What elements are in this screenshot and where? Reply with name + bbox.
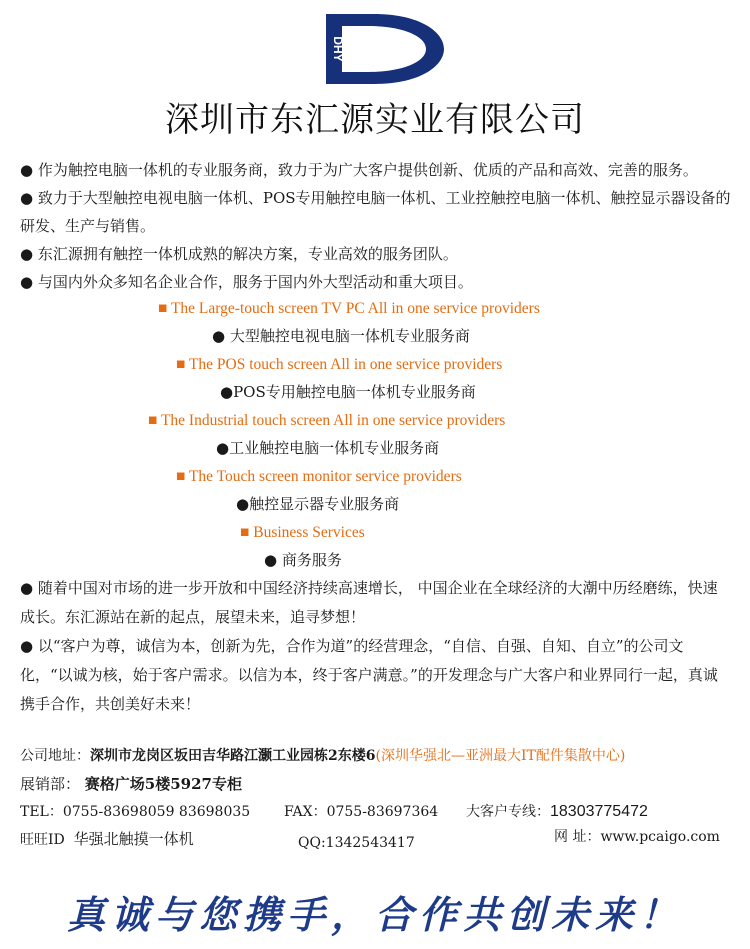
address-value: 深圳市龙岗区坂田吉华路江灏工业园栋2东楼6 [90,748,376,764]
showroom-value: 赛格广场5楼5927专柜 [84,775,242,793]
services-list [0,294,750,574]
company-title: 深圳市东汇源实业有限公司 [165,100,585,140]
service-en-monitor: ■ The Touch screen monitor service providers [176,468,462,485]
contact-block [20,742,732,854]
tel-number: TEL：0755-83698059 83698035 [20,804,251,820]
service-en-pos: ■ The POS touch screen All in one service providers [176,356,503,373]
slogan-banner: 真诚与您携手，合作共创未来！ [66,893,683,937]
website-link[interactable]: 网 址：www.pcaigo.com [554,829,720,845]
service-cn-business: ● 商务服务 [264,551,342,569]
intro-paragraph: ● 与国内外众多知名企业合作，服务于国内外大型活动和重大项目。 [20,273,473,291]
hotline-label: 大客户专线： [466,804,550,820]
showroom-row [20,770,732,798]
service-cn-pos: ●POS专用触控电脑一体机专业服务商 [220,383,476,401]
logo-letters: DHY [331,36,345,62]
address-row [20,742,732,770]
showroom-label: 展销部： [20,775,81,793]
address-label: 公司地址： [20,748,90,764]
service-en-industrial: ■ The Industrial touch screen All in one service providers [148,412,506,429]
phone-row [20,798,732,826]
wangwang-value: 华强北触摸一体机 [73,831,194,848]
service-en-business: ■ Business Services [240,524,365,541]
service-cn-large-tv: ● 大型触控电视电脑一体机专业服务商 [212,327,470,345]
closing-paragraph: ● 以“客户为尊，诚信为本，创新为先，合作为道”的经营理念，“自信、自强、自知、自立”的公司文化，“以诚为核，始于客户需求。以信为本，终于客户满意。”的开发理念与广大客户和业界同行一起，真诚携手合作，共创美好未来！ [20,637,718,713]
wangwang [20,826,194,854]
intro-paragraph: ● 致力于大型触控电视电脑一体机、POS专用触控电脑一体机、工业控触控电脑一体机、触控显示器设备的研发、生产与销售。 [20,189,731,235]
service-cn-monitor: ●触控显示器专业服务商 [236,495,400,513]
service-en-large-tv: ■ The Large-touch screen TV PC All in one service providers [158,300,540,317]
company-logo [322,12,446,86]
intro-paragraph: ● 作为触控电脑一体机的专业服务商，致力于为广大客户提供创新、优质的产品和高效、完善的服务。 [20,161,698,179]
hotline-value: 18303775472 [550,803,648,820]
address-note: (深圳华强北—亚洲最大IT配件集散中心) [375,748,626,764]
closing-paragraph: ● 随着中国对市场的进一步开放和中国经济持续高速增长， 中国企业在全球经济的大潮中历经磨练，快速成长。东汇源站在新的起点，展望未来，追寻梦想！ [20,579,718,626]
online-row [20,826,732,854]
service-cn-industrial: ●工业触控电脑一体机专业服务商 [216,439,440,457]
closing-section [20,574,732,719]
hotline [466,798,648,826]
wangwang-label: 旺旺ID [20,832,65,848]
intro-paragraph: ● 东汇源拥有触控一体机成熟的解决方案，专业高效的服务团队。 [20,245,458,263]
fax-number: FAX：0755-83697364 [284,804,439,820]
qq-number: QQ:1342543417 [298,835,415,851]
intro-section [20,156,732,296]
